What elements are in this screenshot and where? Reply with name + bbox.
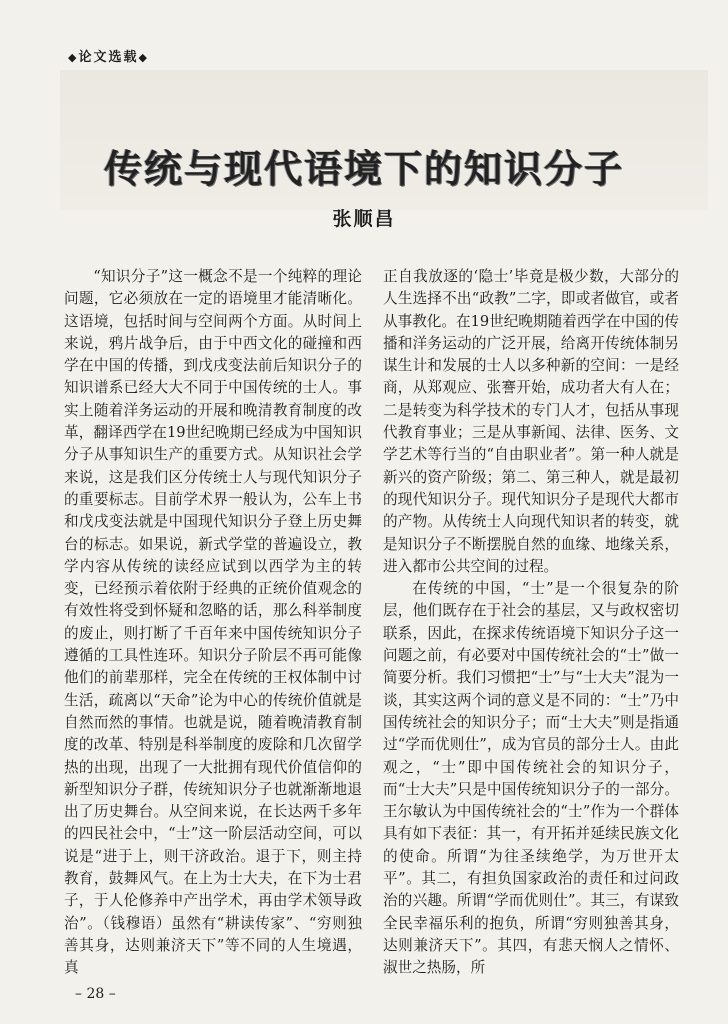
article-title: 传统与现代语境下的知识分子	[103, 147, 624, 191]
right-column	[383, 266, 679, 980]
section-label: 论文选载	[78, 50, 139, 65]
section-tag	[68, 46, 149, 65]
paragraph: 在传统的中国，“士”是一个很复杂的阶层，他们既存在于社会的基层，又与政权密切联系，因此，在探求传统语境下知识分子这一问题之前，有必要对中国传统社会的“士”做一简要分析。我们习惯把“士”与“士大夫”混为一谈，其实这两个词的意义是不同的：“士”乃中国传统社会的知识分子；而“士大夫”则是指通过“学而优则仕”，成为官员的部分士人。由此观之，“士”即中国传统社会的知识分子，而“士大夫”只是中国传统知识分子的一部分。王尔敏认为中国传统社会的“士”作为一个群体具有如下表征：其一，有开拓并延续民族文化的使命。所谓“为往圣续绝学，为万世开太平”。其二，有担负国家政治的责任和过问政治的兴趣。所谓“学而优则仕”。其三，有谋致全民幸福乐利的抱负，所谓“穷则独善其身，达则兼济天下”。其四，有悲天悯人之情怀、淑世之热肠，所	[383, 580, 679, 977]
article-author: 张顺昌	[332, 208, 396, 230]
paragraph: 正自我放逐的‘隐士’毕竟是极少数，大部分的人生选择不出“政教”二字，即或者做官，或者从事教化。在19世纪晚期随着西学在中国的传播和洋务运动的广泛开展，给离开传统体制另谋生计和发展的士人以多种新的空间：一是经商，从郑观应、张謇开始，成功者大有人在；二是转变为科学技术的专门人才，包括从事现代教育事业；三是从事新闻、法律、医务、文学艺术等行当的“自由职业者”。第一种人就是新兴的资产阶级；第二、第三种人，就是最初的现代知识分子。现代知识分子是现代大都市的产物。从传统士人向现代知识者的转变，就是知识分子不断摆脱自然的血缘、地缘关系，进入都市公共空间的过程。	[383, 268, 679, 575]
diamond-ornament-icon: ◆	[68, 51, 79, 64]
diamond-ornament-icon: ◆	[138, 51, 149, 64]
page-number: – 28 –	[75, 986, 116, 1002]
left-column	[64, 266, 362, 980]
paragraph: “知识分子”这一概念不是一个纯粹的理论问题，它必须放在一定的语境里才能清晰化。这语境，包括时间与空间两个方面。从时间上来说，鸦片战争后，由于中西文化的碰撞和西学在中国的传播，到戊戌变法前后知识分子的知识谱系已经大大不同于中国传统的士人。事实上随着洋务运动的开展和晚清教育制度的改革，翻译西学在19世纪晚期已经成为中国知识分子从事知识生产的重要方式。从知识社会学来说，这是我们区分传统士人与现代知识分子的重要标志。目前学术界一般认为，公车上书和戊戌变法就是中国现代知识分子登上历史舞台的标志。如果说，新式学堂的普遍设立，教学内容从传统的读经应试到以西学为主的转变，已经预示着依附于经典的正统价值观念的有效性将受到怀疑和忽略的话，那么科举制度的废止，则打断了千百年来中国传统知识分子遵循的工具性连环。知识分子阶层不再可能像他们的前辈那样，完全在传统的王权体制中讨生活，疏离以“天命”论为中心的传统价值就是自然而然的事情。也就是说，随着晚清教育制度的改革、特别是科举制度的废除和几次留学热的出现，出现了一大批拥有现代价值信仰的新型知识分子群，传统知识分子也就渐渐地退出了历史舞台。从空间来说，在长达两千多年的四民社会中，“士”这一阶层活动空间，可以说是“进于上，则干济政治。退于下，则主持教育，鼓舞风气。在上为士大夫，在下为士君子，于人伦修养中产出学术，再由学术领导政治”。（钱穆语）虽然有“耕读传家”、“穷则独善其身，达则兼济天下”等不同的人生境遇，真	[64, 268, 362, 977]
